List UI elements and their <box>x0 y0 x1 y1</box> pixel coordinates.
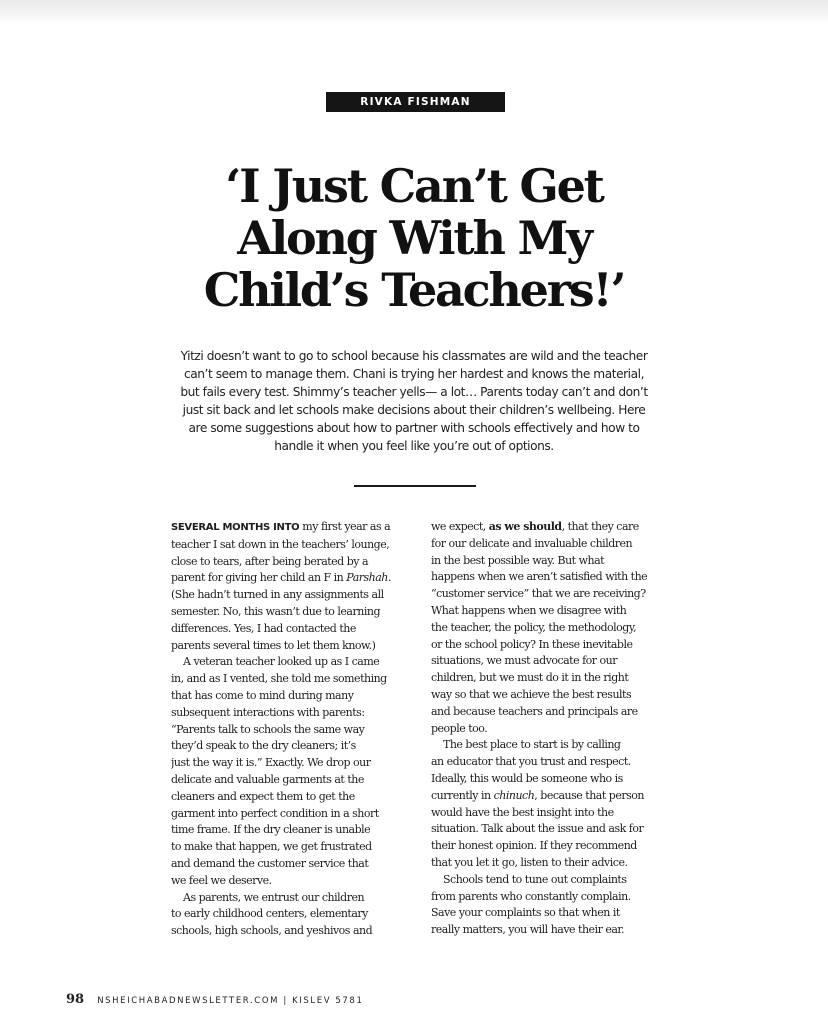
dek-line: just sit back and let schools make decisions about their children’s wellbeing. Here <box>182 403 646 417</box>
body-line: situation. Talk about the issue and ask for <box>431 822 644 836</box>
body-line: we expect, as we should, that they care <box>431 520 639 533</box>
body-line: (She hadn’t turned in any assignments all <box>171 588 384 602</box>
body-line: semester. No, this wasn’t due to learning <box>171 604 380 618</box>
author-byline: RIVKA FISHMAN <box>326 92 505 112</box>
body-line: to make that happen, we get frustrated <box>171 840 372 854</box>
body-line: would have the best insight into the <box>431 805 614 819</box>
body-line: time frame. If the dry cleaner is unable <box>171 823 371 837</box>
body-line: they’d speak to the dry cleaners; it’s <box>171 739 356 753</box>
dek-line: handle it when you feel like you’re out of options. <box>274 439 554 453</box>
body-line: people too. <box>431 721 488 735</box>
page-number: 98 <box>66 992 85 1007</box>
section-divider <box>354 485 476 487</box>
body-line: the teacher, the policy, the methodology, <box>431 620 637 634</box>
body-line: differences. Yes, I had contacted the <box>171 621 356 635</box>
body-line: parent for giving her child an F in Parshah. <box>171 571 391 585</box>
body-line: SEVERAL MONTHS INTO my first year as a <box>171 520 391 533</box>
body-column-left <box>171 519 401 940</box>
body-line: “customer service” that we are receiving? <box>431 587 646 601</box>
body-line: from parents who constantly complain. <box>431 889 631 903</box>
headline-line: ‘I Just Can’t Get <box>225 159 603 213</box>
dek-line: can’t seem to manage them. Chani is trying her hardest and knows the material, <box>184 367 644 381</box>
body-line: cleaners and expect them to get the <box>171 789 355 803</box>
body-line: situations, we must advocate for our <box>431 654 618 668</box>
body-line: or the school policy? In these inevitable <box>431 637 633 651</box>
italic-term: chinuch <box>493 788 535 802</box>
body-line: that has come to mind during many <box>171 688 354 702</box>
dek-line: but fails every test. Shimmy’s teacher yells— a lot… Parents today can’t and don’t <box>180 385 648 399</box>
body-line: “Parents talk to schools the same way <box>171 722 365 736</box>
body-line: in the best possible way. But what <box>431 553 605 567</box>
headline-line: Along With My <box>237 211 591 265</box>
body-line: their honest opinion. If they recommend <box>431 839 637 853</box>
paragraph-start: The best place to start is by calling <box>443 738 621 752</box>
body-line: way so that we achieve the best results <box>431 687 632 701</box>
body-line: parents several times to let them know.) <box>171 638 376 652</box>
body-line: really matters, you will have their ear. <box>431 923 624 937</box>
paragraph-start: Schools tend to tune out complaints <box>443 872 627 886</box>
run-in-lead: SEVERAL MONTHS INTO <box>171 522 300 533</box>
dek-line: Yitzi doesn’t want to go to school because his classmates are wild and the teacher <box>180 349 648 363</box>
body-line: Save your complaints so that when it <box>431 906 620 920</box>
body-line: schools, high schools, and yeshivos and <box>171 924 373 938</box>
body-line: happens when we aren’t satisfied with the <box>431 570 648 584</box>
footer-publication: NSHEICHABADNEWSLETTER.COM | KISLEV 5781 <box>97 996 364 1006</box>
body-line: in, and as I vented, she told me something <box>171 672 387 686</box>
body-line: just the way it is.” Exactly. We drop our <box>171 756 371 770</box>
body-line: teacher I sat down in the teachers’ lounge, <box>171 537 390 551</box>
body-line: garment into perfect condition in a short <box>171 806 379 820</box>
dek-line: are some suggestions about how to partner with schools effectively and how to <box>188 421 640 435</box>
body-line: children, but we must do it in the right <box>431 671 629 685</box>
article-headline <box>150 160 678 316</box>
body-line: for our delicate and invaluable children <box>431 536 633 550</box>
body-line: and because teachers and principals are <box>431 704 638 718</box>
body-line: delicate and valuable garments at the <box>171 772 364 786</box>
body-line: What happens when we disagree with <box>431 603 627 617</box>
body-line: and demand the customer service that <box>171 856 369 870</box>
body-line: that you let it go, listen to their advice. <box>431 855 628 869</box>
body-line: to early childhood centers, elementary <box>171 907 368 921</box>
page-footer <box>66 988 364 1007</box>
body-line: Ideally, this would be someone who is <box>431 771 623 785</box>
page-top-edge <box>0 0 828 26</box>
paragraph-start: A veteran teacher looked up as I came <box>183 655 380 669</box>
italic-term: Parshah <box>346 571 388 585</box>
bold-emphasis: as we should <box>488 520 562 533</box>
body-line: subsequent interactions with parents: <box>171 705 365 719</box>
body-line: an educator that you trust and respect. <box>431 755 631 769</box>
body-line: close to tears, after being berated by a <box>171 554 369 568</box>
body-column-right <box>431 519 661 939</box>
body-line: we feel we deserve. <box>171 873 272 887</box>
headline-line: Child’s Teachers!’ <box>203 263 625 317</box>
article-dek <box>158 347 670 455</box>
paragraph-start: As parents, we entrust our children <box>183 890 365 904</box>
body-line: currently in chinuch, because that person <box>431 788 644 802</box>
